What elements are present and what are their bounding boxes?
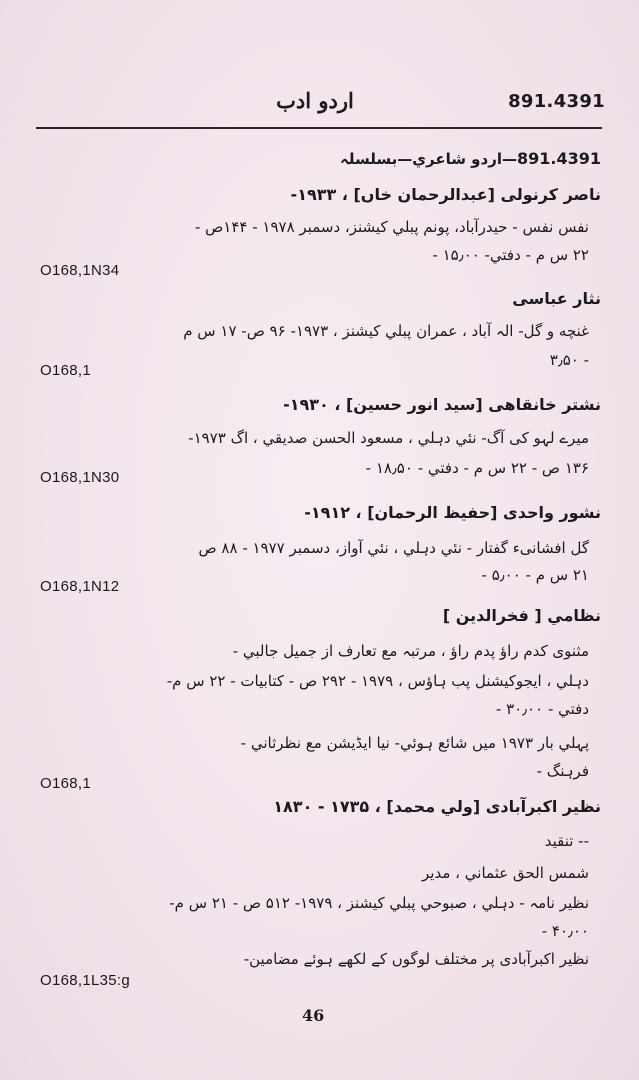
entry-line: دہلي ، ایجوکیشنل پب ہاؤس ، ۱۹۷۹ - ۲۹۲ ص - کتابیات - ۲۲ س م- — [166, 672, 589, 690]
entry-author: ناصر کرنولی [عبدالرحمان خاں] ، ۱۹۳۳- — [290, 185, 601, 204]
editor-line: شمس الحق عثماني ، مدیر — [422, 864, 589, 882]
entry-line: - ۳٫۵۰ — [549, 351, 589, 369]
entry-line: دفتي - ۳۰٫۰۰ - — [495, 700, 589, 718]
entry-line: فرہنگ - — [536, 762, 589, 780]
running-head-title: اردو ادب — [276, 88, 354, 113]
entry-line: نفس نفس - حیدرآباد، پونم پبلي کیشنز، دسمبر ۱۹۷۸ - ۱۴۴ص - — [194, 218, 589, 236]
entry-author: نظیر اکبرآبادی [ولي محمد] ، ۱۷۳۵ - ۱۸۳۰ — [273, 797, 601, 816]
running-head-class-number: 891.4391 — [508, 91, 605, 112]
entry-line: ۱۳۶ ص - ۲۲ س م - دفتي - ۱۸٫۵۰ - — [365, 459, 589, 477]
header-rule — [36, 127, 602, 129]
call-number: O168,1L35:g — [40, 972, 131, 989]
entry-line: غنچه و گل- الہ آباد ، عمران پبلي کیشنز ، ۱۹۷۳- ۹۶ ص- ۱۷ س م — [183, 322, 589, 340]
entry-line: نظیر نامہ - دہلي ، صبوحي پبلي کیشنز ، ۱۹۷۹- ۵۱۲ ص - ۲۱ س م- — [169, 894, 589, 912]
entry-line: ۴۰٫۰۰ - — [541, 922, 589, 940]
entry-line: ۲۲ س م - دفتي- ۱۵٫۰۰ - — [432, 246, 589, 264]
entry-author: نشور واحدی [حفیظ الرحمان] ، ۱۹۱۲- — [304, 503, 601, 522]
entry-line: پہلي بار ۱۹۷۳ میں شائع ہوئي- نیا ایڈیشن مع نظرثاني - — [240, 734, 589, 752]
call-number: O168,1N30 — [40, 469, 120, 486]
subject-heading-text: —اردو شاعري—بسلسلہ — [340, 150, 517, 168]
call-number: O168,1N12 — [40, 578, 120, 595]
call-number: O168,1 — [40, 775, 92, 792]
entry-author: نثار عباسی — [512, 289, 601, 308]
subject-heading-number: 891.4391 — [516, 149, 601, 168]
call-number: O168,1N34 — [40, 262, 120, 279]
entry-author: نشتر خانقاهی [سید انور حسین] ، ۱۹۳۰- — [283, 395, 601, 414]
entry-note: نظیر اکبرآبادی پر مختلف لوگوں کے لکھے ہوئے مضامین- — [243, 950, 589, 968]
subject-heading — [36, 148, 601, 170]
entry-line: گل افشانیء گفتار - نئي دہلي ، نئي آواز، دسمبر ۱۹۷۷ - ۸۸ ص — [198, 539, 589, 557]
entry-line: ۲۱ س م - ۵٫۰۰ - — [481, 566, 589, 584]
subdivision: -- تنقید — [544, 832, 589, 850]
entry-line: مثنوی کدم راؤ پدم راؤ ، مرتبہ مع تعارف از جمیل جالبي - — [232, 642, 589, 660]
call-number: O168,1 — [40, 362, 92, 379]
entry-line: میرے لہو کی آگ- نئي دہلي ، مسعود الحسن صدیقي ، اگ ۱۹۷۳- — [188, 429, 589, 447]
page-number: 46 — [302, 1006, 325, 1025]
entry-author: نظامي [ فخرالدین ] — [442, 606, 601, 625]
